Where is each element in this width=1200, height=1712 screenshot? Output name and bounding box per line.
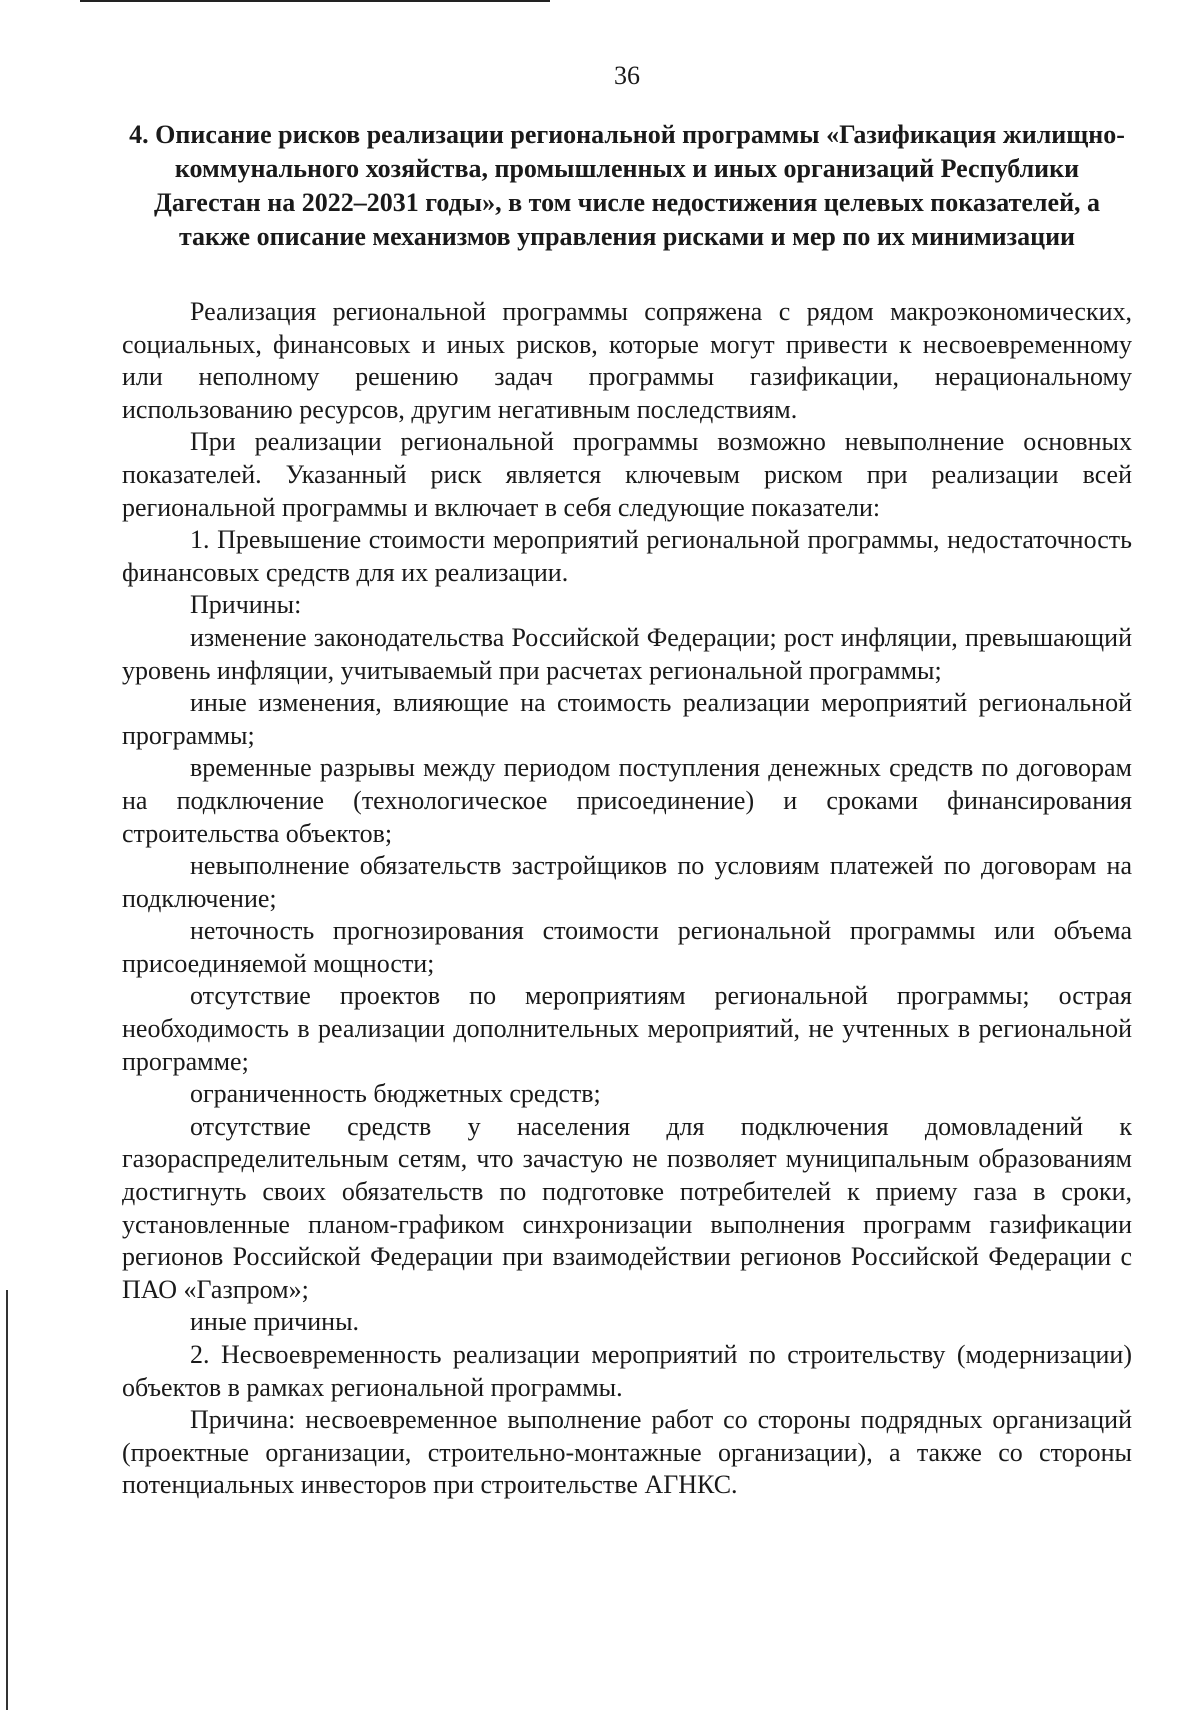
paragraph: невыполнение обязательств застройщиков по условиям платежей по договорам на подключение; [122, 851, 1132, 913]
paragraph: отсутствие средств у населения для подключения домовладений к газораспределительным сетям, что зачастую не позволяет муниципальным образованиям достигнуть своих обязательств по подготовке потребителей к приему газа в сроки, установленные планом-графиком синхронизации выполнения программ газификации регионов Российской Федерации при взаимодействии регионов Российской Федерации с ПАО «Газпром»; [122, 1111, 1132, 1304]
paragraph: иные причины. [190, 1307, 360, 1337]
paragraph: иные изменения, влияющие на стоимость реализации мероприятий региональной программы; [122, 688, 1132, 750]
paragraph: неточность прогнозирования стоимости региональной программы или объема присоединяемой мощности; [122, 916, 1132, 978]
top-scan-rule [80, 0, 550, 2]
paragraph: отсутствие проектов по мероприятиям региональной программы; острая необходимость в реализации дополнительных мероприятий, не учтенных в региональной программе; [122, 981, 1132, 1076]
paragraph: При реализации региональной программы возможно невыполнение основных показателей. Указанный риск является ключевым риском при реализации всей региональной программы и включает в себя следующие показатели: [122, 427, 1132, 522]
page-number: 36 [614, 61, 640, 90]
paragraph: временные разрывы между периодом поступления денежных средств по договорам на подключение (технологическое присоединение) и сроками финансирования строительства объектов; [122, 753, 1132, 848]
paragraph: ограниченность бюджетных средств; [190, 1079, 601, 1109]
paragraph: 1. Превышение стоимости мероприятий региональной программы, недостаточность финансовых средств для их реализации. [122, 525, 1132, 587]
section-title: 4. Описание рисков реализации региональной программы «Газификация жилищно-коммунального хозяйства, промышленных и иных организаций Республики Дагестан на 2022–2031 годы», в том числе недостижения целевых показателей, а также описание механизмов управления рисками и мер по их минимизации [129, 120, 1125, 251]
paragraph: Причина: несвоевременное выполнение работ со стороны подрядных организаций (проектные организации, строительно-монтажные организации), а также со стороны потенциальных инвесторов при строительстве АГНКС. [122, 1405, 1132, 1500]
body-text [122, 296, 1132, 1502]
paragraph: изменение законодательства Российской Федерации; рост инфляции, превышающий уровень инфляции, учитываемый при расчетах региональной программы; [122, 622, 1132, 685]
paragraph: 2. Несвоевременность реализации мероприятий по строительству (модернизации) объектов в рамках региональной программы. [122, 1340, 1132, 1402]
left-scan-edge [6, 1290, 8, 1710]
paragraph: Причины: [190, 590, 302, 620]
document-page [122, 56, 1132, 1502]
paragraph: Реализация региональной программы сопряжена с рядом макроэкономических, социальных, финансовых и иных рисков, которые могут привести к несвоевременному или неполному решению задач программы газификации, нерациональному использованию ресурсов, другим негативным последствиям. [122, 297, 1132, 424]
